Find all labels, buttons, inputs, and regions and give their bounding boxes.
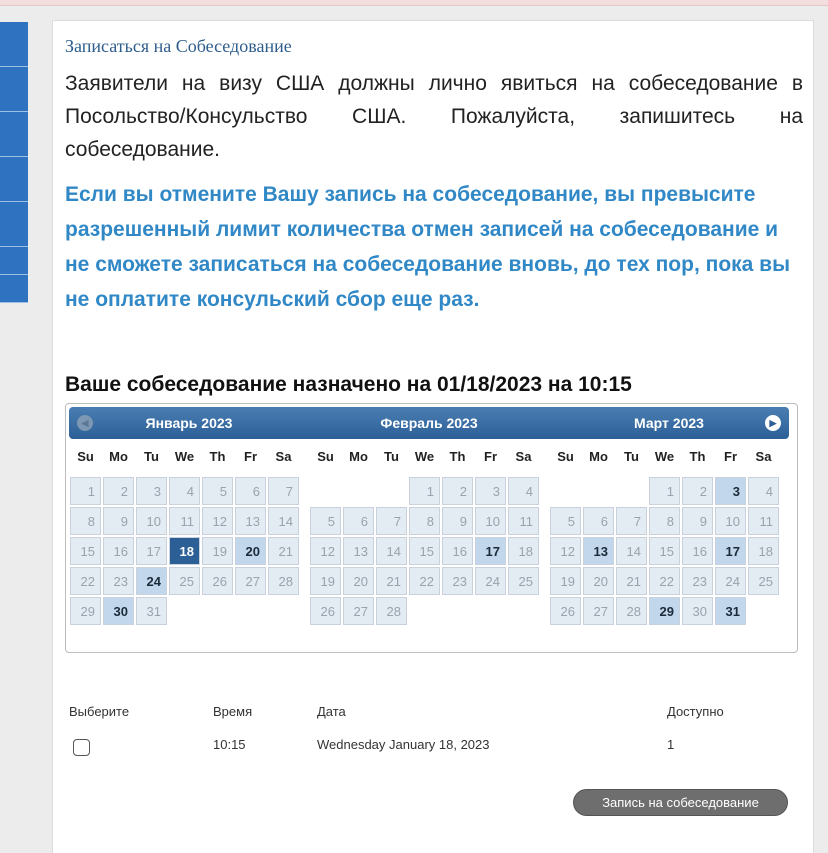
- weekday-label: Fr: [484, 449, 497, 464]
- calendar-day-unavailable: 6: [235, 477, 266, 505]
- calendar-day-unavailable: 4: [748, 477, 779, 505]
- calendar-day-unavailable: 21: [376, 567, 407, 595]
- sidebar-item[interactable]: [0, 275, 28, 303]
- calendar-day-unavailable: 16: [442, 537, 473, 565]
- calendar-day-unavailable: 29: [70, 597, 101, 625]
- day-grid: [549, 476, 789, 626]
- calendar-day-unavailable: 2: [103, 477, 134, 505]
- column-header-time: Время: [213, 704, 253, 719]
- calendar-day-unavailable: 8: [409, 507, 440, 535]
- calendar-day-unavailable: 25: [169, 567, 200, 595]
- calendar-day-unavailable: 16: [682, 537, 713, 565]
- calendar-day-unavailable: 17: [136, 537, 167, 565]
- weekday-label: Fr: [724, 449, 737, 464]
- calendar-day-unavailable: 7: [268, 477, 299, 505]
- weekday-label: We: [654, 449, 675, 464]
- calendar-empty-cell: [550, 477, 581, 505]
- calendar-day-unavailable: 21: [616, 567, 647, 595]
- calendar-month-march: [549, 407, 789, 626]
- weekday-label: We: [414, 449, 435, 464]
- calendar-day-unavailable: 19: [202, 537, 233, 565]
- cancellation-warning: Если вы отмените Вашу запись на собеседование, вы превысите разрешенный лимит количества отмен записей на собеседование и не сможете записаться на собеседование вновь, до тех пор, пока вы не оплатите консульский сбор еще раз.: [65, 183, 791, 311]
- weekday-header: [309, 447, 549, 467]
- column-header-date: Дата: [317, 704, 346, 719]
- page-heading: Записаться на Собеседование: [65, 36, 292, 56]
- calendar-day-available[interactable]: 24: [136, 567, 167, 595]
- weekday-label: Th: [689, 449, 706, 464]
- column-header-available: Доступно: [667, 704, 724, 719]
- calendar-day-unavailable: 10: [475, 507, 506, 535]
- calendar-day-unavailable: 19: [550, 567, 581, 595]
- calendar-day-unavailable: 13: [343, 537, 374, 565]
- weekday-label: We: [174, 449, 195, 464]
- prev-month-icon[interactable]: ◀: [77, 415, 93, 431]
- calendar-day-unavailable: 3: [136, 477, 167, 505]
- calendar-day-unavailable: 7: [616, 507, 647, 535]
- calendar-month-february: [309, 407, 549, 626]
- calendar-empty-cell: [343, 477, 374, 505]
- weekday-label: Mo: [349, 449, 368, 464]
- calendar-day-unavailable: 28: [376, 597, 407, 625]
- calendar-day-unavailable: 1: [409, 477, 440, 505]
- calendar-day-unavailable: 9: [103, 507, 134, 535]
- calendar-day-unavailable: 23: [103, 567, 134, 595]
- weekday-label: Su: [557, 449, 574, 464]
- sidebar-item[interactable]: [0, 67, 28, 112]
- calendar-day-unavailable: 7: [376, 507, 407, 535]
- calendar-day-unavailable: 10: [136, 507, 167, 535]
- month-title: Январь 2023: [145, 415, 233, 431]
- calendar-day-available[interactable]: 20: [235, 537, 266, 565]
- calendar-day-unavailable: 3: [475, 477, 506, 505]
- weekday-header: [549, 447, 789, 467]
- weekday-label: Su: [77, 449, 94, 464]
- month-title: Март 2023: [634, 415, 704, 431]
- calendar-day-unavailable: 24: [715, 567, 746, 595]
- calendar-day-unavailable: 21: [268, 537, 299, 565]
- calendar-day-unavailable: 12: [310, 537, 341, 565]
- intro-text: Заявители на визу США должны лично явиться на собеседование в Посольство/Консульство США. Пожалуйста, запишитесь на собеседование.: [65, 72, 803, 161]
- sidebar-item[interactable]: [0, 157, 28, 202]
- top-border: [0, 0, 828, 6]
- calendar-day-unavailable: 12: [202, 507, 233, 535]
- calendar-day-unavailable: 22: [649, 567, 680, 595]
- month-header: [309, 407, 549, 439]
- calendar-day-unavailable: 15: [70, 537, 101, 565]
- calendar-day-unavailable: 31: [136, 597, 167, 625]
- main-panel: [52, 20, 814, 853]
- next-month-icon[interactable]: ▶: [765, 415, 781, 431]
- month-header: [549, 407, 789, 439]
- calendar-empty-cell: [583, 477, 614, 505]
- calendar-day-available[interactable]: 13: [583, 537, 614, 565]
- calendar-day-unavailable: 11: [748, 507, 779, 535]
- calendar-day-available[interactable]: 31: [715, 597, 746, 625]
- sidebar-item[interactable]: [0, 247, 28, 275]
- weekday-label: Sa: [275, 449, 292, 464]
- calendar-day-available[interactable]: 29: [649, 597, 680, 625]
- calendar-day-unavailable: 6: [343, 507, 374, 535]
- calendar-day-unavailable: 11: [169, 507, 200, 535]
- calendar-day-unavailable: 14: [376, 537, 407, 565]
- slot-available-count: 1: [667, 737, 675, 752]
- weekday-label: Tu: [384, 449, 399, 464]
- weekday-label: Sa: [515, 449, 532, 464]
- calendar-day-unavailable: 5: [202, 477, 233, 505]
- weekday-label: Tu: [624, 449, 639, 464]
- weekday-label: Mo: [109, 449, 128, 464]
- calendar-day-unavailable: 24: [475, 567, 506, 595]
- calendar-day-unavailable: 6: [583, 507, 614, 535]
- calendar-day-unavailable: 14: [268, 507, 299, 535]
- calendar-day-unavailable: 20: [583, 567, 614, 595]
- calendar-day-unavailable: 23: [682, 567, 713, 595]
- sidebar-item[interactable]: [0, 112, 28, 157]
- calendar-day-unavailable: 9: [442, 507, 473, 535]
- book-interview-button[interactable]: Запись на собеседование: [573, 789, 788, 816]
- sidebar-item[interactable]: [0, 202, 28, 247]
- calendar-day-unavailable: 28: [616, 597, 647, 625]
- calendar-day-unavailable: 9: [682, 507, 713, 535]
- calendar-day-unavailable: 5: [310, 507, 341, 535]
- calendar-day-unavailable: 28: [268, 567, 299, 595]
- calendar-empty-cell: [376, 477, 407, 505]
- calendar-day-unavailable: 20: [343, 567, 374, 595]
- calendar-day-unavailable: 26: [202, 567, 233, 595]
- calendar-day-unavailable: 4: [169, 477, 200, 505]
- calendar-day-unavailable: 26: [310, 597, 341, 625]
- month-title: Февраль 2023: [380, 415, 478, 431]
- calendar-day-unavailable: 13: [235, 507, 266, 535]
- slot-time: 10:15: [213, 737, 246, 752]
- calendar-day-available[interactable]: 30: [103, 597, 134, 625]
- calendar-day-unavailable: 4: [508, 477, 539, 505]
- weekday-header: [69, 447, 309, 467]
- calendar-month-january: [69, 407, 309, 626]
- weekday-label: Sa: [755, 449, 772, 464]
- calendar-day-unavailable: 1: [649, 477, 680, 505]
- calendar-day-unavailable: 8: [70, 507, 101, 535]
- calendar-day-unavailable: 5: [550, 507, 581, 535]
- calendar-day-unavailable: 2: [682, 477, 713, 505]
- calendar-day-available[interactable]: 17: [475, 537, 506, 565]
- slot-date: Wednesday January 18, 2023: [317, 737, 490, 752]
- weekday-label: Fr: [244, 449, 257, 464]
- month-header: [69, 407, 309, 439]
- calendar-day-available[interactable]: 17: [715, 537, 746, 565]
- calendar-empty-cell: [310, 477, 341, 505]
- slot-checkbox[interactable]: [73, 739, 90, 756]
- calendar-day-unavailable: 27: [235, 567, 266, 595]
- calendar-day-unavailable: 15: [649, 537, 680, 565]
- calendar-day-unavailable: 26: [550, 597, 581, 625]
- sidebar-item[interactable]: [0, 22, 28, 67]
- weekday-label: Th: [449, 449, 466, 464]
- weekday-label: Th: [209, 449, 226, 464]
- weekday-label: Su: [317, 449, 334, 464]
- calendar-day-unavailable: 25: [748, 567, 779, 595]
- calendar-day-unavailable: 22: [409, 567, 440, 595]
- calendar-empty-cell: [616, 477, 647, 505]
- calendar-day-unavailable: 16: [103, 537, 134, 565]
- calendar-day-unavailable: 8: [649, 507, 680, 535]
- calendar-day-unavailable: 30: [682, 597, 713, 625]
- calendar-day-unavailable: 18: [748, 537, 779, 565]
- column-header-select: Выберите: [69, 704, 130, 719]
- calendar-day-unavailable: 22: [70, 567, 101, 595]
- calendar-day-available[interactable]: 3: [715, 477, 746, 505]
- appointment-summary: Ваше собеседование назначено на 01/18/2023 на 10:15: [65, 373, 632, 396]
- calendar-day-unavailable: 27: [343, 597, 374, 625]
- appointment-calendar: [65, 403, 798, 653]
- calendar-day-unavailable: 27: [583, 597, 614, 625]
- calendar-day-unavailable: 15: [409, 537, 440, 565]
- calendar-day-unavailable: 1: [70, 477, 101, 505]
- calendar-day-unavailable: 19: [310, 567, 341, 595]
- weekday-label: Mo: [589, 449, 608, 464]
- calendar-day-unavailable: 12: [550, 537, 581, 565]
- calendar-day-unavailable: 10: [715, 507, 746, 535]
- calendar-day-unavailable: 14: [616, 537, 647, 565]
- calendar-day-unavailable: 2: [442, 477, 473, 505]
- day-grid: [309, 476, 549, 626]
- calendar-day-unavailable: 18: [508, 537, 539, 565]
- sidebar-nav: [0, 22, 28, 330]
- calendar-day-unavailable: 23: [442, 567, 473, 595]
- calendar-day-selected[interactable]: 18: [169, 537, 200, 565]
- weekday-label: Tu: [144, 449, 159, 464]
- day-grid: [69, 476, 309, 626]
- calendar-day-unavailable: 25: [508, 567, 539, 595]
- calendar-day-unavailable: 11: [508, 507, 539, 535]
